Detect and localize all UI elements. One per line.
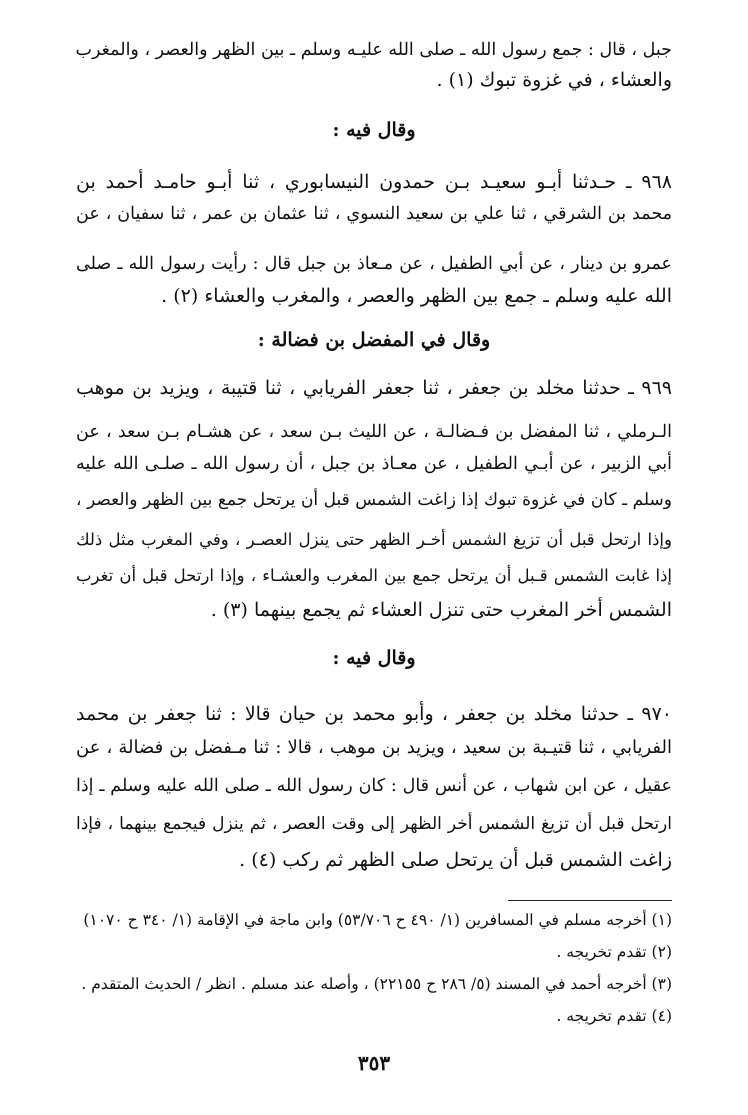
footnote-divider <box>508 900 672 901</box>
hadith-969-line: وإذا ارتحل قبل أن تزيغ الشمس أخـر الظهر حتى ينزل العصـر ، وفي المغرب مثل ذلك <box>76 530 672 549</box>
text-line: جبل ، قال : جمع رسول الله ـ صلى الله عليـه وسلم ـ بين الظهر والعصر ، والمغرب <box>75 40 672 60</box>
footnote: (٣) أخرجه أحمد في المسند (٥/ ٢٨٦ ح ٢٢١٥٥) ، وأصله عند مسلم . انظر / الحديث المتقدم . <box>81 975 672 993</box>
hadith-969-line: وسلم ـ كان في غزوة تبوك إذا زاغت الشمس قبل أن يرتحل جمع بين الظهر والعصر ، <box>76 490 672 510</box>
section-heading: وقال فيه : <box>332 119 416 141</box>
hadith-969-line: أبي الزبير ، عن أبـي الطفيل ، عن معـاذ بن جبل ، أن رسول الله ـ صلـى الله عليه <box>76 454 672 474</box>
hadith-970-line: الفريابي ، ثنا قتيـبة بن سعيد ، ويزيد بن موهب ، قالا : ثنا مـفضل بن فضالة ، عن <box>76 737 672 758</box>
hadith-968-line: عمرو بن دينار ، عن أبي الطفيل ، عن مـعاذ بن جبل قال : رأيت رسول الله ـ صلى <box>76 254 672 274</box>
hadith-970-line: ٩٧٠ ـ حدثنا مخلد بن جعفر ، وأبو محمد بن حيان قالا : ثنا جعفر بن محمد <box>76 703 672 725</box>
footnote: (٤) تقدم تخريجه . <box>556 1007 672 1025</box>
hadith-970-line: ارتحل قبل أن تزيغ الشمس أخر الظهر إلى وقت العصر ، ثم ينزل فيجمع بينهما ، فإذا <box>76 814 672 834</box>
section-heading: وقال في المفضل بن فضالة : <box>257 329 491 351</box>
section-heading: وقال فيه : <box>332 647 416 669</box>
text-line: والعشاء ، في غزوة تبوك (١) . <box>436 69 672 91</box>
footnote: (١) أخرجه مسلم في المسافرين (١/ ٤٩٠ ح ٥٣/٧٠٦) وابن ماجة في الإقامة (١/ ٣٤٠ ح ١٠٧٠) <box>83 911 672 929</box>
hadith-970-line: عقيل ، عن ابن شهاب ، عن أنس قال : كان رسول الله ـ صلى الله عليه وسلم ـ إذا <box>76 776 672 796</box>
hadith-970-line: زاغت الشمس قبل أن يرتحل صلى الظهر ثم ركب (٤) . <box>239 849 672 871</box>
hadith-969-line: الـرملي ، ثنا المفضل بن فـضالـة ، عن الليث بـن سعد ، عن هشـام بـن سعد ، عن <box>76 422 672 442</box>
hadith-969-line: إذا غابت الشمس قـبل أن يرتحل جمع بين المغرب والعشـاء ، وإذا ارتحل قبل أن تغرب <box>76 566 672 585</box>
hadith-968-line: ٩٦٨ ـ حـدثنا أبـو سعيـد بـن حمدون النيسابوري ، ثنا أبـو حامـد أحمد بن <box>76 171 672 193</box>
hadith-969-line: الشمس أخر المغرب حتى تنزل العشاء ثم يجمع بينهما (٣) . <box>210 599 672 621</box>
hadith-968-line: محمد بن الشرقي ، ثنا علي بن سعيد النسوي ، ثنا عثمان بن عمر ، ثنا سفيان ، عن <box>76 204 672 224</box>
footnote: (٢) تقدم تخريجه . <box>556 943 672 961</box>
hadith-969-line: ٩٦٩ ـ حدثنا مخلد بن جعفر ، ثنا جعفر الفريابي ، ثنا قتيبة ، ويزيد بن موهب <box>76 377 672 399</box>
page-number: ٣٥٣ <box>357 1051 391 1075</box>
hadith-968-line: الله عليه وسلم ـ جمع بين الظهر والعصر ، والمغرب والعشاء (٢) . <box>161 285 672 307</box>
